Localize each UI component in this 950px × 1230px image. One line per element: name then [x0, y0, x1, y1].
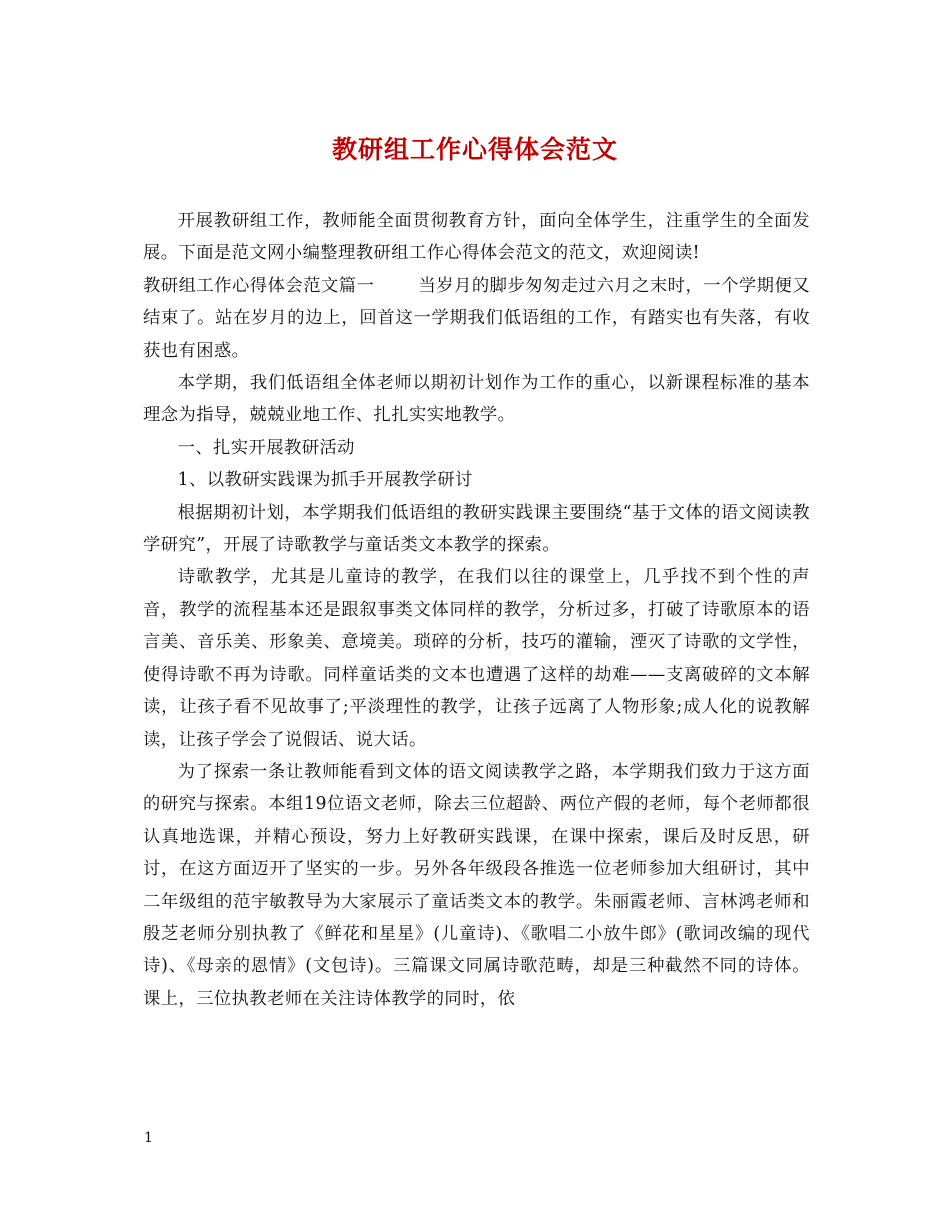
document-title: 教研组工作心得体会范文 — [331, 135, 618, 164]
document-body — [143, 205, 810, 1015]
heading-practice-class: 1、以教研实践课为抓手开展教学研讨 — [177, 470, 473, 491]
paragraph-section-one — [143, 270, 810, 367]
paragraph-semester: 本学期，我们低语组全体老师以期初计划作为工作的重心，以新课程标准的基本理念为指导，兢兢业地工作、扎扎实实地教学。 — [143, 373, 810, 426]
paragraph-intro: 开展教研组工作，教师能全面贯彻教育方针，面向全体学生，注重学生的全面发展。下面是范文网小编整理教研组工作心得体会范文的范文，欢迎阅读! — [143, 211, 810, 264]
section-heading: 教研组工作心得体会范文篇一 — [143, 275, 375, 296]
heading-activities: 一、扎实开展教研活动 — [177, 437, 355, 458]
paragraph-exploration: 为了探索一条让教师能看到文体的语文阅读教学之路，本学期我们致力于这方面的研究与探索。本组19位语文老师，除去三位超龄、两位产假的老师，每个老师都很认真地选课，并精心预设，努力上好教研实践课，在课中探索，课后及时反思，研讨，在这方面迈开了坚实的一步。另外各年级段各推选一位老师参加大组研讨，其中二年级组的范宇敏教导为大家展示了童话类文本的教学。朱丽霞老师、言林鸿老师和殷芝老师分别执教了《鲜花和星星》(儿童诗)、《歌唱二小放牛郎》(歌词改编的现代诗)、《母亲的恩情》(文包诗)。三篇课文同属诗歌范畴，却是三种截然不同的诗体。课上，三位执教老师在关注诗体教学的同时，依 — [143, 761, 810, 1009]
page-number: 1 — [144, 1130, 153, 1146]
paragraph-plan: 根据期初计划，本学期我们低语组的教研实践课主要围绕“基于文体的语文阅读教学研究”，开展了诗歌教学与童话类文本教学的探索。 — [143, 502, 810, 556]
paragraph-poetry: 诗歌教学，尤其是儿童诗的教学，在我们以往的课堂上，几乎找不到个性的声音，教学的流程基本还是跟叙事类文体同样的教学，分析过多，打破了诗歌原本的语言美、音乐美、形象美、意境美。琐碎的分析，技巧的灌输，湮灭了诗歌的文学性，使得诗歌不再为诗歌。同样童话类的文本也遭遇了这样的劫难——支离破碎的文本解读，让孩子看不见故事了;平淡理性的教学，让孩子远离了人物形象;成人化的说教解读，让孩子学会了说假话、说大话。 — [143, 567, 810, 750]
section-text: 当岁月的脚步匆匆走过六月之末时，一个学期便又结束了。站在岁月的边上，回首这一学期我们低语组的工作，有踏实也有失落，有收获也有困惑。 — [143, 275, 810, 361]
